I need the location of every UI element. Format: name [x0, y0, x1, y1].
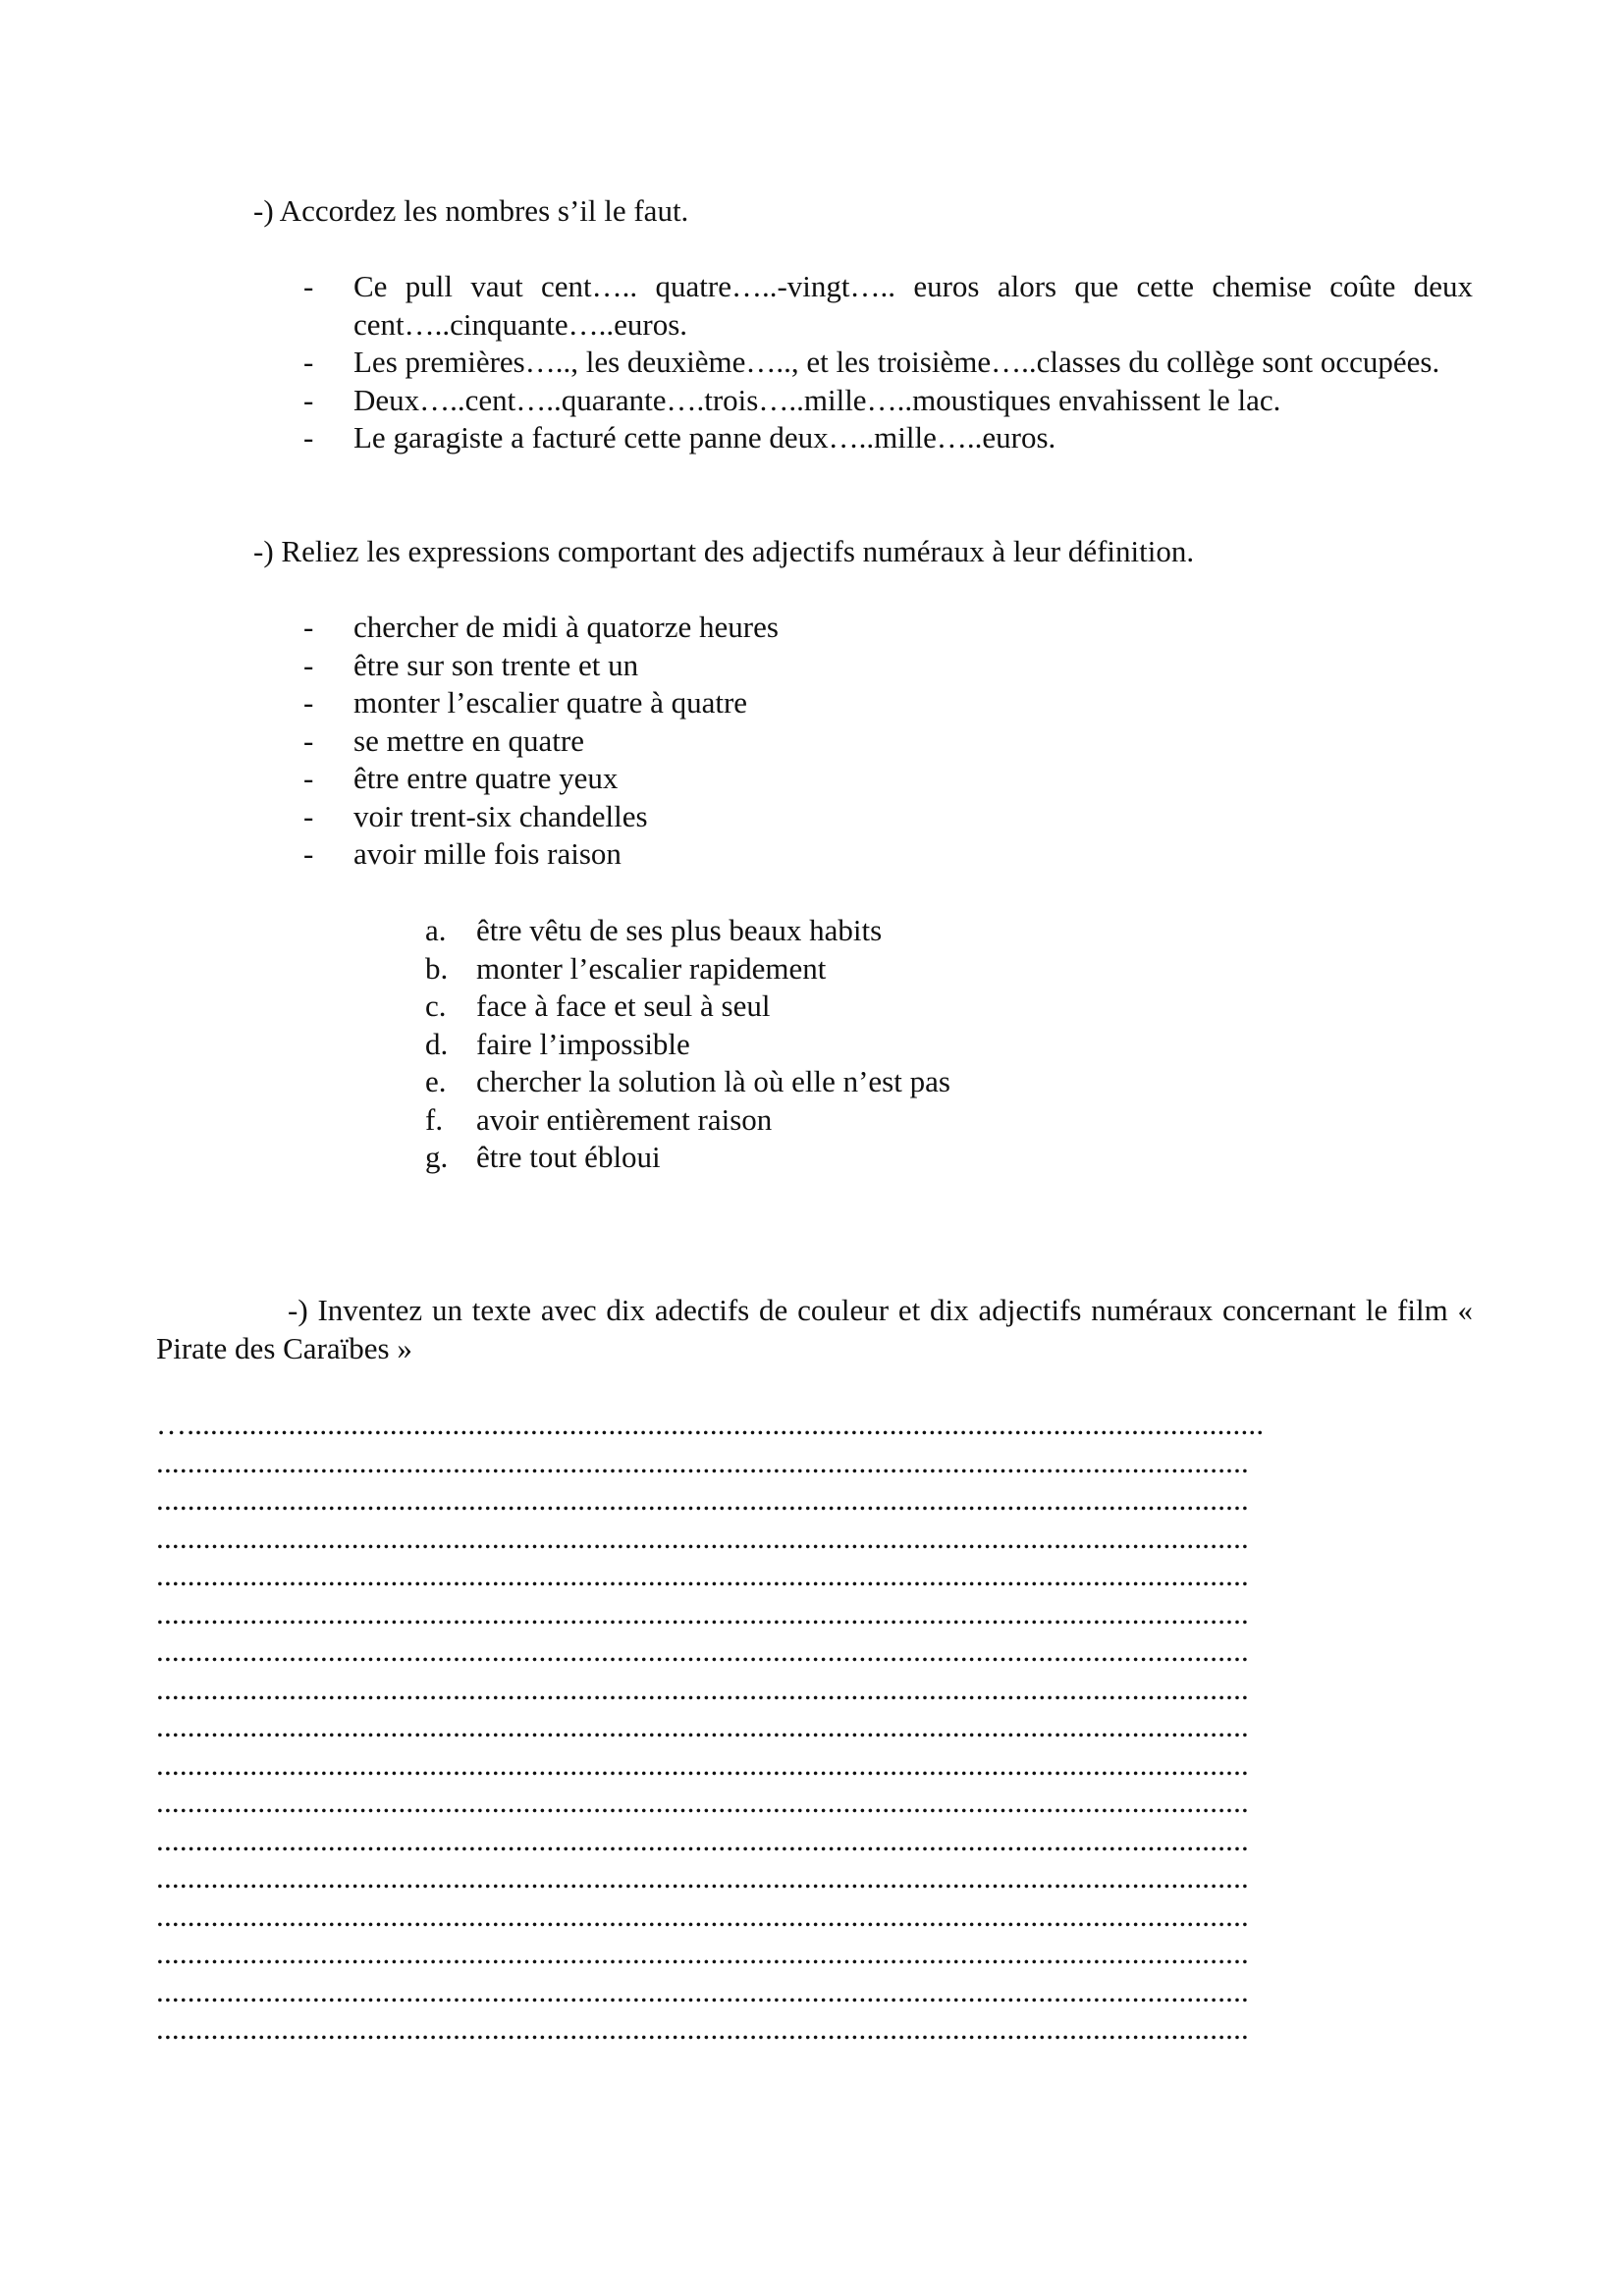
writing-line: ............................................................................................................................................ — [156, 1482, 1249, 1517]
exercise-1-item-2: Les premières….., les deuxième….., et les troisième…..classes du collège sont occupées. — [353, 345, 1440, 379]
dash-marker: - — [303, 685, 314, 720]
expression-2: être sur son trente et un — [353, 647, 639, 682]
expression-5: être entre quatre yeux — [353, 761, 619, 795]
dash-marker: - — [303, 269, 314, 303]
list-item — [303, 268, 1473, 344]
writing-line: ............................................................................................................................................ — [156, 1633, 1249, 1668]
definition-b: monter l’escalier rapidement — [476, 950, 827, 986]
list-item — [303, 344, 1473, 382]
dash-marker: - — [303, 382, 314, 417]
definition-a: être vêtu de ses plus beaux habits — [476, 913, 883, 947]
writing-line: ............................................................................................................................................ — [156, 1558, 1249, 1592]
exercise-2-heading: -) Reliez les expressions comportant des adjectifs numéraux à leur définition. — [253, 534, 1195, 568]
list-item — [425, 988, 1309, 1026]
expression-1: chercher de midi à quatorze heures — [353, 610, 779, 644]
writing-line: ............................................................................................................................................ — [156, 1746, 1249, 1782]
letter-marker: b. — [425, 950, 449, 986]
list-item — [303, 647, 1473, 685]
writing-line: ............................................................................................................................................ — [156, 1860, 1249, 1895]
exercise-3-prompt: -) Inventez un texte avec dix adectifs de couleur et dix adjectifs numéraux concernant le film « Pirate des Caraïbes » — [156, 1293, 1473, 1365]
exercise-1-list — [303, 268, 1473, 457]
list-item — [303, 722, 1473, 761]
writing-line: ............................................................................................................................................ — [156, 1897, 1249, 1933]
dash-marker: - — [303, 647, 314, 682]
writing-line: ............................................................................................................................................ — [156, 1785, 1249, 1819]
writing-lines — [156, 1406, 1473, 2049]
dash-marker: - — [303, 610, 314, 644]
exercise-1-item-4: Le garagiste a facturé cette panne deux…..mille…..euros. — [353, 420, 1056, 454]
list-item — [425, 1139, 1309, 1177]
list-item — [425, 1063, 1309, 1101]
writing-line: ….......................................................................................................................................... — [156, 1407, 1265, 1441]
definition-e: chercher la solution là où elle n’est pas — [476, 1064, 950, 1098]
definitions-list — [425, 912, 1309, 1177]
list-item — [425, 912, 1309, 950]
dash-marker: - — [303, 345, 314, 379]
list-item — [303, 684, 1473, 722]
exercise-1-item-3: Deux…..cent…..quarante….trois…..mille…..moustiques envahissent le lac. — [353, 382, 1281, 417]
list-item — [303, 419, 1473, 457]
writing-line: ............................................................................................................................................ — [156, 2011, 1249, 2046]
definition-g: être tout ébloui — [476, 1140, 661, 1174]
expressions-list — [303, 609, 1473, 874]
expression-7: avoir mille fois raison — [353, 836, 622, 871]
list-item — [303, 382, 1473, 420]
dash-marker: - — [303, 836, 314, 871]
writing-line: ............................................................................................................................................ — [156, 1973, 1249, 2008]
exercise-1-heading: -) Accordez les nombres s’il le faut. — [253, 193, 689, 228]
list-item — [425, 1026, 1309, 1064]
dash-marker: - — [303, 761, 314, 795]
expression-3: monter l’escalier quatre à quatre — [353, 685, 748, 720]
list-item — [303, 609, 1473, 647]
writing-line: ............................................................................................................................................ — [156, 1444, 1249, 1479]
dash-marker: - — [303, 722, 314, 758]
dash-marker: - — [303, 798, 314, 833]
letter-marker: e. — [425, 1064, 447, 1098]
definition-d: faire l’impossible — [476, 1026, 690, 1061]
writing-line: ............................................................................................................................................ — [156, 1520, 1249, 1555]
exercise-1-item-1: Ce pull vaut cent….. quatre…..-vingt….. euros alors que cette chemise coûte deux cent…..cinquante…..euros. — [353, 269, 1473, 342]
definition-f: avoir entièrement raison — [476, 1101, 773, 1137]
writing-line: ............................................................................................................................................ — [156, 1936, 1249, 1970]
letter-marker: a. — [425, 913, 447, 947]
letter-marker: c. — [425, 988, 447, 1023]
letter-marker: d. — [425, 1026, 449, 1061]
definition-c: face à face et seul à seul — [476, 988, 771, 1023]
list-item — [425, 1101, 1309, 1140]
list-item — [303, 798, 1473, 836]
writing-line: ............................................................................................................................................ — [156, 1822, 1249, 1857]
writing-line: ............................................................................................................................................ — [156, 1709, 1249, 1743]
writing-line: ............................................................................................................................................ — [156, 1595, 1249, 1630]
list-item — [303, 760, 1473, 798]
list-item — [303, 835, 1473, 874]
list-item — [425, 950, 1309, 988]
letter-marker: g. — [425, 1140, 449, 1174]
expression-6: voir trent-six chandelles — [353, 798, 648, 833]
writing-line: ............................................................................................................................................ — [156, 1671, 1249, 1706]
dash-marker: - — [303, 420, 314, 454]
expression-4: se mettre en quatre — [353, 722, 584, 758]
letter-marker: f. — [425, 1101, 444, 1137]
